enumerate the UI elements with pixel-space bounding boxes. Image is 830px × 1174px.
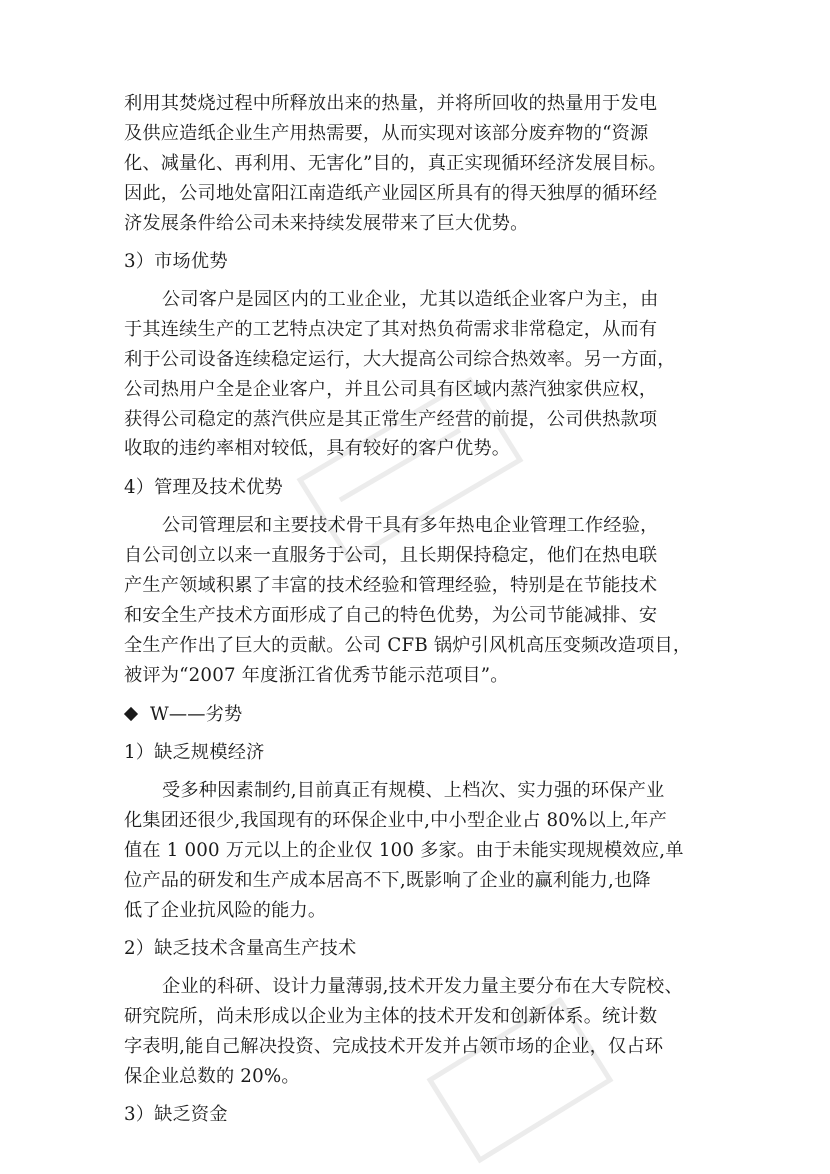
paragraph-line: 产生产领域积累了丰富的技术经验和管理经验，特别是在节能技术: [124, 575, 658, 597]
paragraph-line: 保企业总数的 20%。: [124, 1065, 300, 1087]
paragraph-line: 研究院所，尚未形成以企业为主体的技术开发和创新体系。统计数: [124, 1005, 658, 1027]
paragraph-line: 化集团还很少,我国现有的环保企业中,中小型企业占 80%以上,年产: [124, 810, 668, 832]
paragraph-line: 被评为“2007 年度浙江省优秀节能示范项目”。: [124, 664, 509, 686]
paragraph-line: 化、减量化、再利用、无害化”目的，真正实现循环经济发展目标。: [124, 153, 667, 175]
paragraph-line: 自公司创立以来一直服务于公司，且长期保持稳定，他们在热电联: [124, 545, 658, 567]
paragraph-line: 于其连续生产的工艺特点决定了其对热负荷需求非常稳定，从而有: [124, 318, 658, 340]
paragraph-line: 受多种因素制约,目前真正有规模、上档次、实力强的环保产业: [162, 780, 665, 802]
paragraph-line: 收取的违约率相对较低，具有较好的客户优势。: [124, 438, 511, 460]
paragraph-line: 和安全生产技术方面形成了自己的特色优势，为公司节能减排、安: [124, 604, 658, 626]
paragraph-line: 全生产作出了巨大的贡献。公司 CFB 锅炉引风机高压变频改造项目，: [124, 634, 692, 656]
paragraph-line: 济发展条件给公司未来持续发展带来了巨大优势。: [124, 213, 529, 235]
section-heading-management: 4）管理及技术优势: [124, 477, 283, 499]
paragraph-line: 公司客户是园区内的工业企业，尤其以造纸企业客户为主，由: [162, 289, 659, 311]
paragraph-line: 公司管理层和主要技术骨干具有多年热电企业管理工作经验，: [162, 515, 659, 537]
paragraph-line: 及供应造纸企业生产用热需要，从而实现对该部分废弃物的“资源: [124, 122, 649, 144]
section-heading-weakness-label: W——劣势: [150, 703, 243, 725]
paragraph-line: 获得公司稳定的蒸汽供应是其正常生产经营的前提，公司供热款项: [124, 408, 658, 430]
section-heading-market: 3）市场优势: [124, 251, 228, 273]
paragraph-line: 企业的科研、设计力量薄弱,技术开发力量主要分布在大专院校、: [162, 975, 683, 997]
paragraph-line: 值在 1 000 万元以上的企业仅 100 多家。由于未能实现规模效应,单: [124, 840, 684, 862]
paragraph-line: 公司热用户全是企业客户，并且公司具有区域内蒸汽独家供应权，: [124, 378, 658, 400]
paragraph-line: 利用其焚烧过程中所释放出来的热量，并将所回收的热量用于发电: [124, 92, 658, 114]
section-heading-funds: 3）缺乏资金: [124, 1103, 228, 1125]
paragraph-line: 字表明,能自己解决投资、完成技术开发并占领市场的企业，仅占环: [124, 1035, 664, 1057]
section-heading-scale: 1）缺乏规模经济: [124, 742, 265, 764]
paragraph-line: 低了企业抗风险的能力。: [124, 899, 327, 921]
diamond-bullet-icon: [124, 706, 138, 720]
section-heading-weakness: [124, 702, 242, 728]
paragraph-line: 因此，公司地处富阳江南造纸产业园区所具有的得天独厚的循环经: [124, 183, 658, 205]
section-heading-tech: 2）缺乏技术含量高生产技术: [124, 937, 357, 959]
paragraph-line: 利于公司设备连续稳定运行，大大提高公司综合热效率。另一方面，: [124, 348, 676, 370]
paragraph-line: 位产品的研发和生产成本居高不下,既影响了企业的赢利能力,也降: [124, 870, 651, 892]
